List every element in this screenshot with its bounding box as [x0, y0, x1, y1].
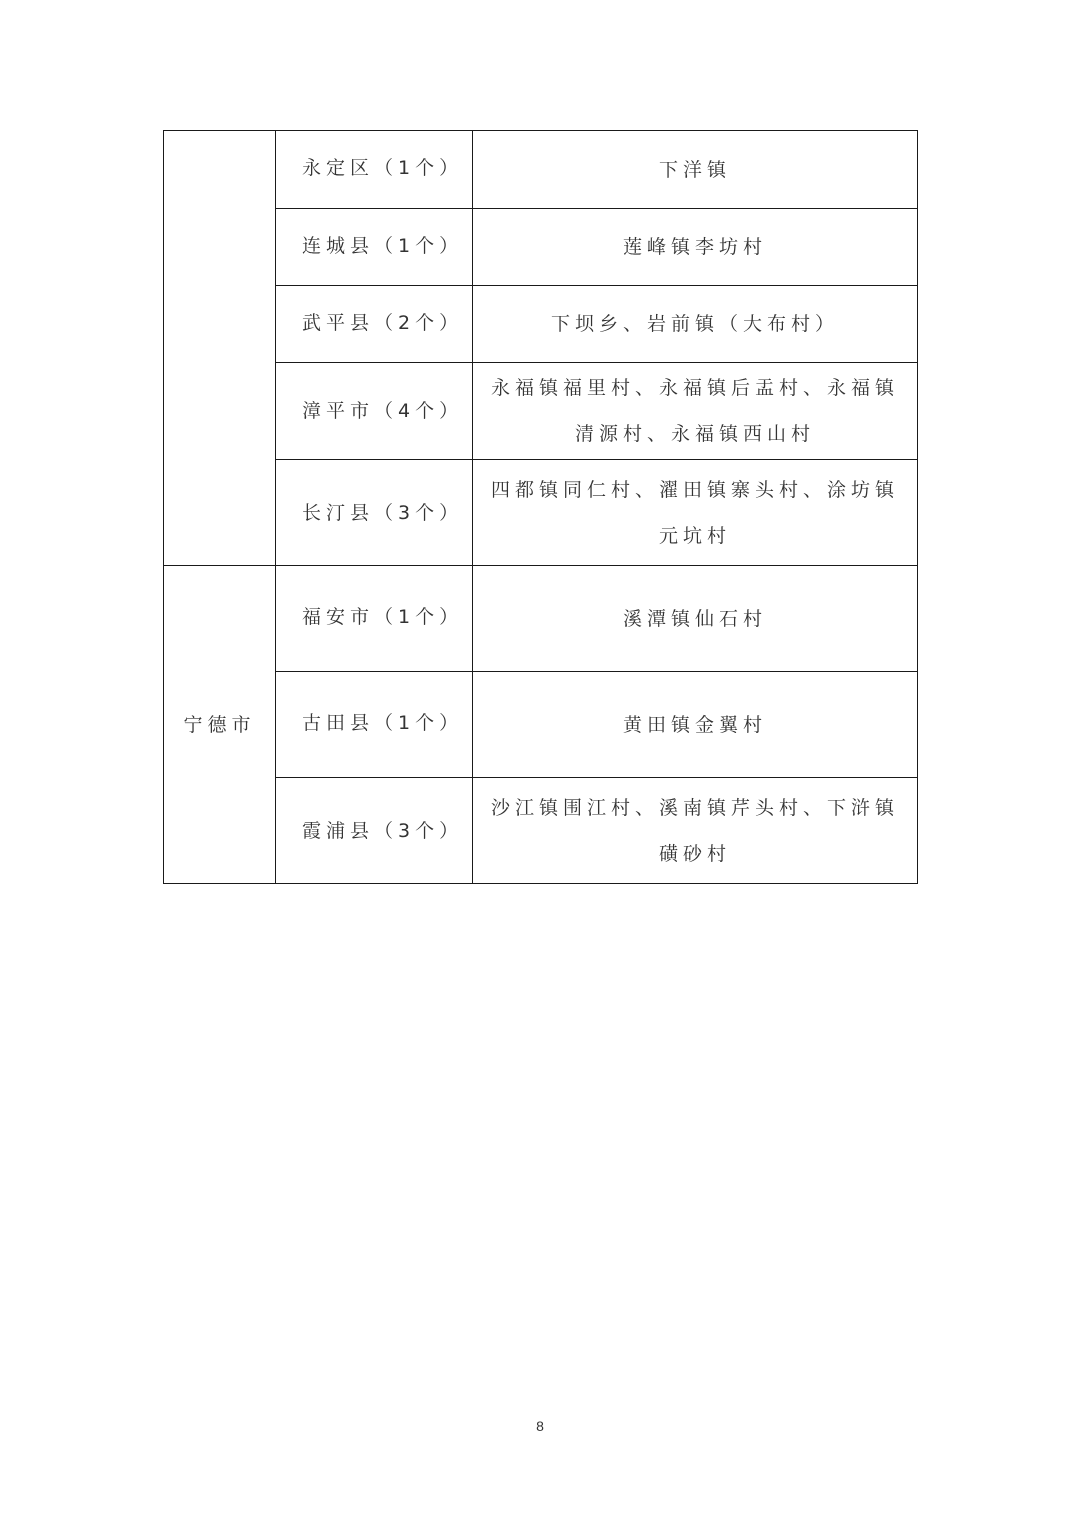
villages-text: 下坝乡、岩前镇（大布村）: [550, 313, 839, 335]
county-cell: [276, 286, 473, 363]
table-row: [164, 363, 918, 460]
county-name: 武平县（2个）: [302, 312, 464, 334]
county-name: 永定区（1个）: [302, 157, 464, 179]
county-name: 漳平市（4个）: [302, 400, 464, 422]
table-row: [164, 672, 918, 778]
villages-cell: [473, 363, 918, 460]
table-row: [164, 131, 918, 209]
city-name: 宁德市: [183, 713, 256, 736]
villages-cell: [473, 778, 918, 884]
county-name: 福安市（1个）: [302, 606, 464, 628]
county-name: 连城县（1个）: [302, 235, 464, 257]
villages-text: 下洋镇: [658, 158, 731, 181]
towns-table: [163, 130, 918, 884]
villages-cell: [473, 672, 918, 778]
county-name: 霞浦县（3个）: [302, 819, 464, 842]
table-row: [164, 209, 918, 286]
villages-text: 四都镇同仁村、濯田镇寨头村、涂坊镇元坑村: [490, 478, 899, 547]
county-cell: [276, 778, 473, 884]
county-name: 长汀县（3个）: [302, 501, 464, 524]
county-cell: [276, 672, 473, 778]
county-cell: [276, 131, 473, 209]
table-row: [164, 778, 918, 884]
villages-text: 溪潭镇仙石村: [622, 607, 767, 630]
table-row: [164, 286, 918, 363]
villages-cell: [473, 460, 918, 566]
county-name: 古田县（1个）: [302, 712, 464, 734]
city-cell: [164, 131, 276, 566]
table-row: [164, 460, 918, 566]
villages-text: 永福镇福里村、永福镇后盂村、永福镇清源村、永福镇西山村: [490, 377, 899, 445]
villages-cell: [473, 286, 918, 363]
villages-text: 沙江镇围江村、溪南镇芹头村、下浒镇磺砂村: [490, 796, 899, 865]
county-cell: [276, 460, 473, 566]
villages-cell: [473, 566, 918, 672]
city-cell: [164, 566, 276, 884]
county-cell: [276, 566, 473, 672]
county-cell: [276, 363, 473, 460]
villages-cell: [473, 209, 918, 286]
villages-text: 莲峰镇李坊村: [622, 236, 767, 258]
page-number: 8: [536, 1418, 544, 1434]
table-row: [164, 566, 918, 672]
villages-cell: [473, 131, 918, 209]
county-cell: [276, 209, 473, 286]
villages-text: 黄田镇金翼村: [622, 713, 767, 736]
